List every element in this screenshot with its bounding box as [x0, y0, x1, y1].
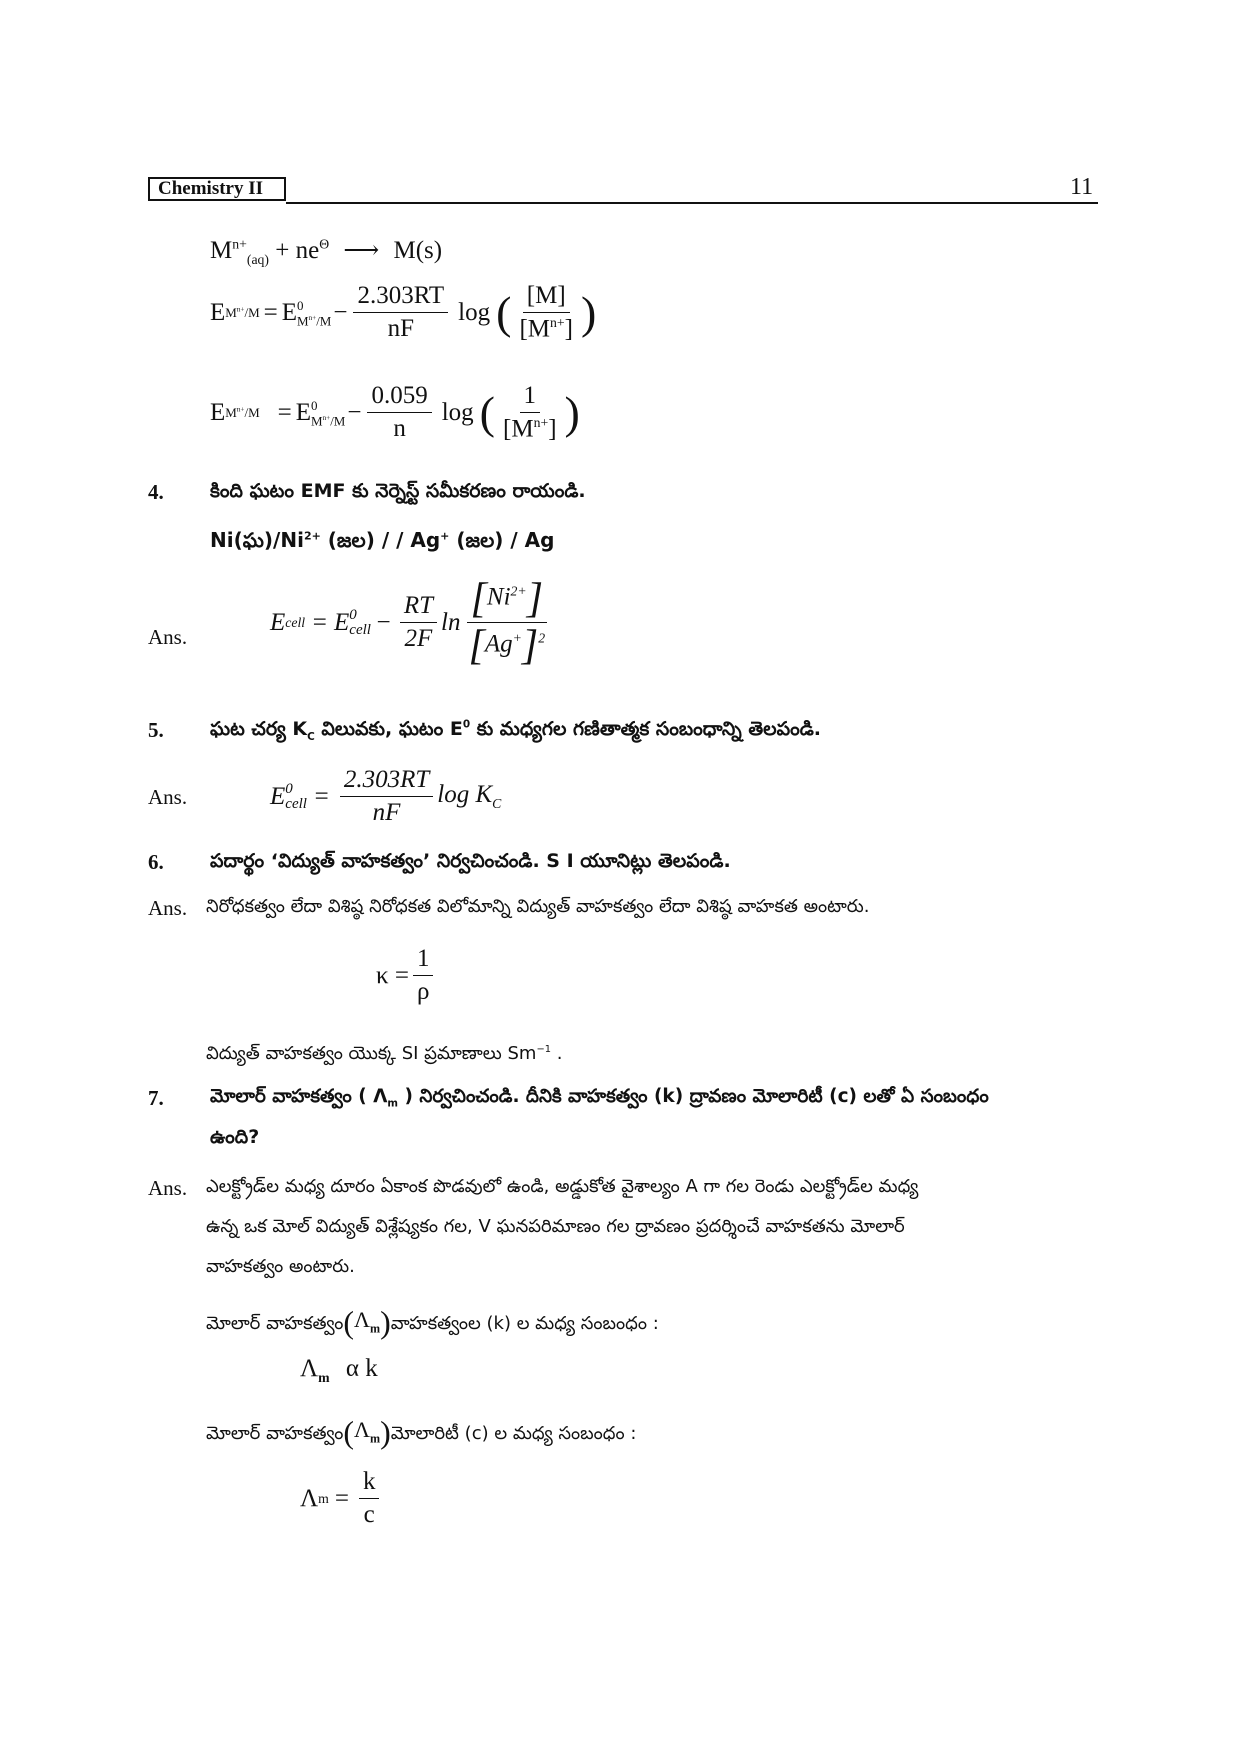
- equation-nernst-simplified: E $M^{n+}/M$ = E 0 $M^{n+}/M$ − $\frac{0.059}{n}$ log ( $\frac{1}{[M^{n+}]}$ ): [210, 382, 580, 443]
- answer-4-equation: E cell = E 0 cell − $\frac{RT}{2F}$ ln $\frac{[Ni^{2+}]}{[Ag^+]^2}$: [270, 576, 546, 669]
- answer-7-relation-c: మోలార్ వాహకత్వం $(\Lambda_m)$ మోలారిటీ (c) ల మధ్య సంబంధం :: [206, 1413, 637, 1450]
- answer-7-label: Ans.: [148, 1176, 188, 1200]
- answer-7-relation-k: మోలార్ వాహకత్వం $(\Lambda_m)$ వాహకత్వంల (k) ల మధ్య సంబంధం :: [206, 1303, 659, 1340]
- question-4-number: 4.: [148, 480, 164, 504]
- question-6-number: 6.: [148, 850, 164, 874]
- answer-5-label: Ans.: [148, 785, 188, 809]
- answer-6-unit: విద్యుత్ వాహకత్వం యొక్క SI ప్రమాణాలు $Sm^{-1}$ .: [206, 1043, 563, 1064]
- question-5-text: ఘట చర్య $K_C$ విలువకు, ఘటం $E^0$ కు మధ్యగల గణితాత్మక సంబంధాన్ని తెలపండి.: [210, 718, 822, 743]
- question-7-text-line2: ఉంది?: [210, 1126, 260, 1148]
- header-rule: [286, 202, 1098, 204]
- equation-nernst-general: E $M^{n+}/M$ = E 0 $M^{n+}/M$ − $\frac{2.303RT}{nF}$ log ( $\frac{[M]}{[M^{n+}]}$ ): [210, 282, 597, 343]
- question-7-number: 7.: [148, 1086, 164, 1110]
- answer-7-line1: ఎలక్ట్రోడ్‌ల మధ్య దూరం ఏకాంక పొడవులో ఉండి, అడ్డుకోత వైశాల్యం A గా గల రెండు ఎలక్ట్రోడ్‌ల మధ్య: [206, 1176, 919, 1197]
- question-5-number: 5.: [148, 718, 164, 742]
- question-4-text: కింది ఘటం EMF కు నెర్నెస్ట్ సమీకరణం రాయండి.: [210, 480, 586, 502]
- relation-lambda-k-over-c: Λ m = $\frac{k}{c}$: [300, 1468, 383, 1529]
- equation-reduction: $M^{n+}_{(aq)} + ne^\Theta$ ⟶ M(s): [210, 236, 443, 267]
- answer-6-text: నిరోధకత్వం లేదా విశిష్ఠ నిరోధకత విలోమాన్ని విద్యుత్ వాహకత్వం లేదా విశిష్ఠ వాహకత అంటారు.: [206, 896, 870, 917]
- question-4-cell: $Ni(ఘ)/Ni^{2+}$ (జల) / / Ag+ (జల) / Ag: [210, 528, 555, 552]
- answer-5-equation: E 0 cell = $\frac{2.303RT}{nF}$ $\log K_C$: [270, 766, 502, 826]
- question-7-text-line1: మోలార్ వాహకత్వం ( $\Lambda_m$ ) నిర్వచించండి. దీనికి వాహకత్వం (k) ద్రావణం మోలారిటీ (c) లతో ఏ సంబంధం: [210, 1086, 989, 1110]
- subject-title: Chemistry II: [158, 178, 264, 199]
- relation-lambda-alpha-k: $\Lambda_m$ α k: [300, 1355, 378, 1385]
- answer-7-line3: వాహకత్వం అంటారు.: [206, 1256, 355, 1277]
- answer-7-line2: ఉన్న ఒక మోల్ విద్యుత్ విశ్లేష్యకం గల, V ఘనపరిమాణం గల ద్రావణం ప్రదర్శించే వాహకతను మోలార్: [206, 1216, 905, 1237]
- subject-header-box: [148, 177, 286, 201]
- page-number: 11: [1070, 174, 1094, 200]
- answer-6-label: Ans.: [148, 896, 188, 920]
- answer-4-label: Ans.: [148, 625, 188, 649]
- answer-6-equation: κ = $\frac{1}{\rho}$: [376, 945, 437, 1006]
- question-6-text: పదార్థం ‘విద్యుత్ వాహకత్వం’ నిర్వచించండి. S I యూనిట్లు తెలపండి.: [210, 850, 731, 872]
